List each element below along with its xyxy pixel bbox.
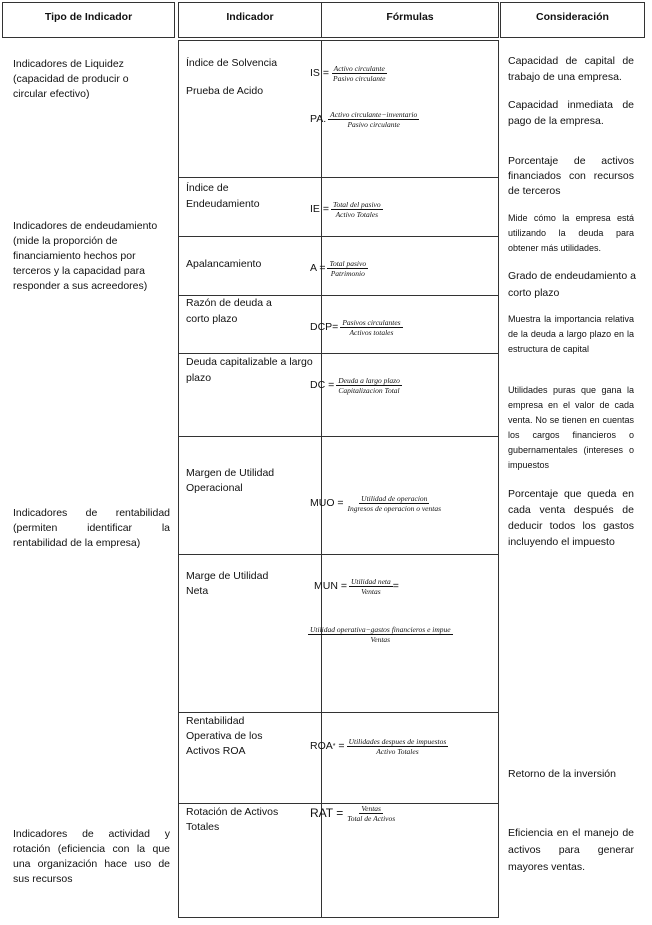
formula-ie [310, 200, 383, 219]
formula-dc [310, 376, 402, 395]
formula-pa-numerator: Activo circulante−inventario [330, 110, 418, 119]
formula-dc-denominator: Capitalizacion Total [338, 386, 400, 395]
formula-roa-denominator: Activo Totales [376, 747, 419, 756]
formula-rat-fraction [345, 804, 397, 823]
formula-is-numerator: Activo circulante [333, 64, 385, 73]
header-consideracion: Consideración [536, 11, 609, 23]
indicador-muo: Margen de Utilidad Operacional [186, 467, 275, 494]
formula-roa [310, 737, 448, 756]
formula-dcp-fraction [340, 318, 402, 337]
row-divider [178, 177, 499, 178]
formula-roa-label: ROA [310, 740, 333, 752]
formula-a-label: A = [310, 262, 326, 274]
header-formulas: Fórmulas [386, 11, 434, 23]
formula-mun-extended-numerator: Utilidad operativa−gastos financieros e impue [310, 625, 451, 634]
consideracion-c10: Eficiencia en el manejo de activos para generar mayores ventas. [508, 827, 634, 873]
formula-pa [310, 110, 419, 129]
indicador-apalancamiento: Apalancamiento [186, 258, 262, 270]
formula-mun-denominator: Ventas [361, 587, 381, 596]
header-indicador: Indicador [226, 11, 274, 23]
row-divider [178, 712, 499, 713]
formula-a-numerator: Total pasivo [329, 259, 367, 268]
formula-a [310, 259, 368, 278]
consideracion-c7: Utilidades puras que gana la empresa en el valor de cada venta. No se tienen en cuentas los cargos financieros o gubernamentales (intereses o impuestos [508, 385, 634, 470]
formula-a-fraction [327, 259, 368, 278]
formula-column [321, 40, 499, 918]
tipo-liquidez: Indicadores de Liquidez (capacidad de producir o circular efectivo) [13, 58, 129, 100]
formula-rat-label: RAT = [310, 806, 344, 820]
formula-mun-tail: = [392, 580, 399, 592]
tipo-endeudamiento: Indicadores de endeudamiento (mide la proporción de financiamiento hechos por terceros y la capacidad para responder a sus acreedores) [13, 220, 158, 292]
consideracion-c1: Capacidad de capital de trabajo de una empresa. [508, 55, 634, 83]
indicador-acido: Prueba de Acido [186, 85, 264, 97]
formula-rat-denominator: Total de Activos [347, 814, 396, 823]
tipo-actividad: Indicadores de actividad y rotación (eficiencia con la que una organización hace uso de sus recursos [13, 828, 170, 885]
formula-dc-label: DC = [310, 379, 335, 391]
formula-muo [310, 494, 443, 513]
row-divider [178, 436, 499, 437]
formula-roa-fraction [347, 737, 449, 756]
formula-ie-fraction [331, 200, 383, 219]
indicador-deuda-capitalizable: Deuda capitalizable a largo plazo [186, 356, 313, 384]
formula-roa-numerator: Utilidades despues de impuestos [348, 737, 447, 746]
formula-muo-fraction [346, 494, 443, 513]
formula-rat [310, 804, 397, 823]
formula-muo-numerator: Utilidad de operacion [361, 494, 428, 503]
formula-mun [314, 577, 399, 596]
formula-dc-numerator: Deuda a largo plazo [338, 376, 400, 385]
consideracion-c5: Grado de endeudamiento a corto plazo [508, 270, 636, 299]
formula-dcp [310, 318, 403, 337]
formula-pa-label: PA. [310, 113, 327, 125]
formula-is-label: IS = [310, 67, 329, 79]
formula-mun-extended-fraction [308, 625, 453, 644]
consideracion-c8: Porcentaje que queda en cada venta después de deducir todos los gastos incluyendo el impuesto [508, 488, 634, 548]
formula-a-denominator: Patrimonio [330, 269, 365, 278]
formula-muo-denominator: Ingresos de operacion o ventas [347, 504, 442, 513]
formula-dcp-denominator: Activos totales [349, 328, 394, 337]
indicador-mun: Marge de Utilidad Neta [186, 570, 269, 597]
formula-ie-denominator: Activo Totales [335, 210, 379, 219]
formula-dcp-label: DCP= [310, 321, 339, 333]
formula-pa-fraction [328, 110, 419, 129]
formula-ie-label: IE = [310, 203, 329, 215]
indicador-solvencia: Índice de Solvencia [186, 57, 278, 69]
row-divider [178, 236, 499, 237]
formula-mun-extended-denominator: Ventas [370, 635, 391, 644]
formula-dc-fraction [336, 376, 402, 395]
formula-ie-numerator: Total del pasivo [332, 200, 381, 209]
formula-is [310, 64, 387, 83]
indicador-rat: Rotación de Activos Totales [186, 806, 279, 833]
formula-is-denominator: Pasivo circulante [332, 74, 386, 83]
indicador-razon-deuda: Razón de deuda a corto plazo [186, 297, 272, 325]
consideracion-c3: Porcentaje de activos financiados con recursos de terceros [508, 155, 634, 197]
formula-rat-numerator: Ventas [361, 804, 381, 813]
consideracion-c6: Muestra la importancia relativa de la deuda a largo plazo en la estructura de capital [508, 314, 634, 354]
formula-dcp-numerator: Pasivos circulantes [342, 318, 401, 327]
formula-roa-asterisk: * [332, 743, 336, 750]
formula-roa-equals: = [335, 740, 345, 752]
formula-mun-fraction [349, 577, 393, 596]
consideracion-c9: Retorno de la inversión [508, 768, 616, 780]
formula-is-fraction [331, 64, 387, 83]
formula-mun-numerator: Utilidad neta [350, 577, 391, 586]
row-divider [178, 554, 499, 555]
formula-mun-label: MUN = [314, 580, 347, 592]
indicador-roa: Rentabilidad Operativa de los Activos ROA [186, 715, 263, 757]
formula-muo-label: MUO = [310, 497, 344, 509]
consideracion-c4: Mide cómo la empresa está utilizando la deuda para obtener más utilidades. [508, 213, 634, 253]
consideracion-c2: Capacidad inmediata de pago de la empresa. [508, 99, 634, 127]
tipo-rentabilidad: Indicadores de rentabilidad (permiten identificar la rentabilidad de la empresa) [13, 507, 170, 549]
formula-pa-denominator: Pasivo circulante [347, 120, 400, 129]
formula-mun-extended [308, 625, 500, 644]
indicador-endeudamiento: Índice de Endeudamiento [186, 182, 260, 210]
header-tipo: Tipo de Indicador [44, 11, 133, 23]
